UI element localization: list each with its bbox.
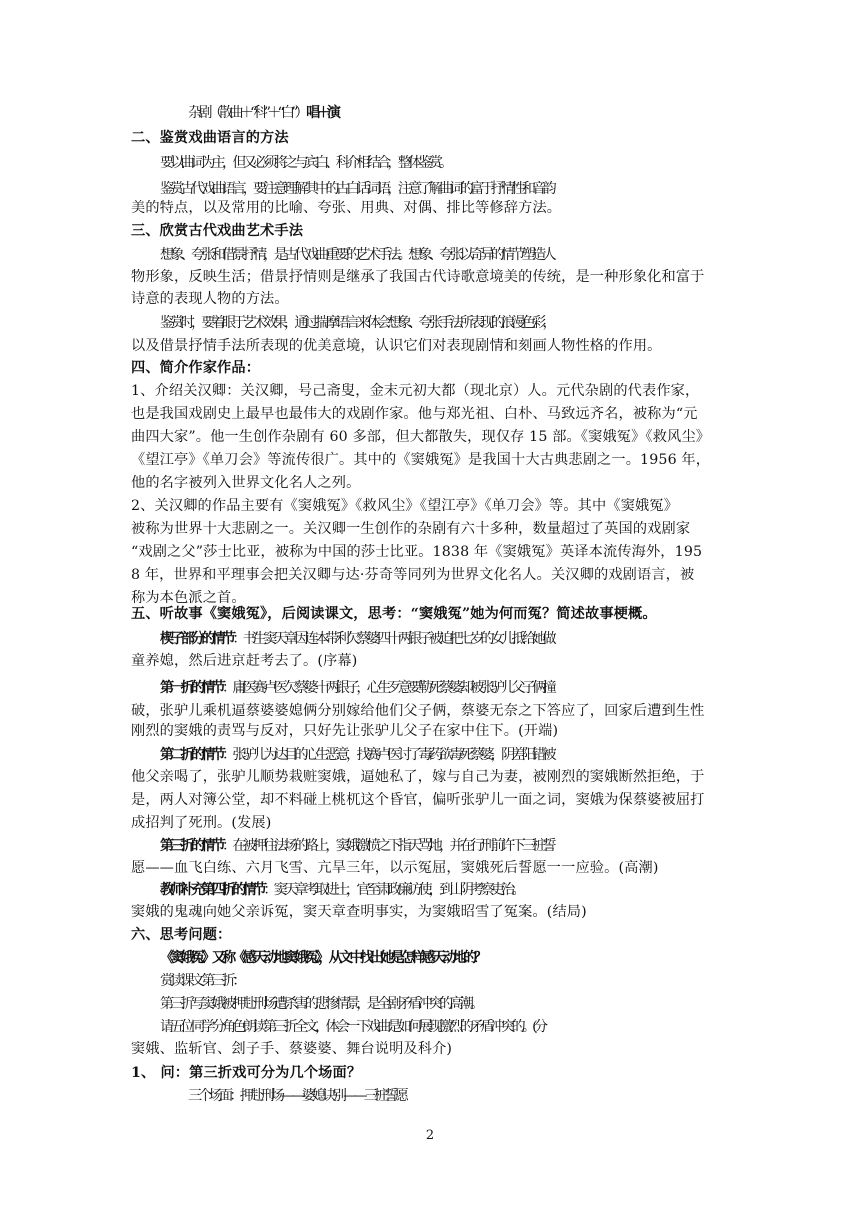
text-span: 杂剧（散曲＋“科”＋“白”） bbox=[188, 105, 305, 121]
text-line: 愿——血飞白练、六月飞雪、亢旱三年，以示冤屈，窦娥死后誓愿一一应验。(高潮) bbox=[131, 860, 659, 876]
text-line: 窦娥、监斩官、刽子手、蔡婆婆、舞台说明及科介) bbox=[131, 1041, 453, 1057]
section-heading: 五、听故事《窦娥冤》，后阅读课文，思考：“窦娥冤”她为何而冤？简述故事梗概。 bbox=[131, 606, 657, 622]
question-line: 《窦娥冤》又称《感天动地窦娥冤》，从文中找出她是怎样感天动地的？ bbox=[160, 950, 484, 966]
text-line: “戏剧之父”莎士比亚，被称为中国的莎士比亚。1838 年《窦娥冤》英译本流传海外，195 bbox=[131, 544, 703, 560]
text-line: 《望江亭》《单刀会》等流传很广。其中的《窦娥冤》是我国十大古典悲剧之一。1956 年， bbox=[131, 452, 711, 468]
text-line: 刚烈的窦娥的责骂与反对，只好先让张驴儿父子在家中住下。(开端) bbox=[131, 723, 559, 739]
text-line: 童养媳，然后进京赶考去了。(序幕) bbox=[131, 653, 358, 669]
section-heading: 二、鉴赏戏曲语言的方法 bbox=[131, 130, 289, 146]
text-line: 以及借景抒情手法所表现的优美意境，认识它们对表现剧情和刻画人物性格的作用。 bbox=[131, 338, 662, 354]
text-line bbox=[188, 104, 788, 123]
text-line: 破，张驴儿乘机逼蔡婆婆媳俩分别嫁给他们父子俩，蔡婆无奈之下答应了，回家后遭到生性 bbox=[131, 703, 705, 719]
text-line: 美的特点，以及常用的比喻、夸张、用典、对偶、排比等修辞方法。 bbox=[131, 200, 562, 216]
text-line: 曲四大家”。他一生创作杂剧有 60 多部，但大都散失，现仅存 15 部。《窦娥冤》《救风尘》 bbox=[131, 429, 711, 445]
text-line: 1、介绍关汉卿：关汉卿，号己斋叟，金末元初大都（现北京）人。元代杂剧的代表作家， bbox=[131, 383, 700, 399]
text-line: 第三折的情节：在被押往法场的路上，窦娥激愤之下指天骂地，并在行刑前许下三桩誓 bbox=[160, 838, 553, 854]
section-heading: 六、思考问题： bbox=[131, 927, 232, 943]
text-line: 2、关汉卿的作品主要有《窦娥冤》《救风尘》《望江亭》《单刀会》等。其中《窦娥冤》 bbox=[131, 498, 679, 514]
text-line: 第三折写窦娥被押赴刑场遭杀害的悲惨情景，是全剧矛盾冲突的高潮。 bbox=[160, 996, 481, 1012]
text-line: 赏读课文第三折： bbox=[160, 973, 243, 989]
text-line: 他父亲喝了，张驴儿顺势栽赃窦娥，逼她私了，嫁与自己为妻，被刚烈的窦娥断然拒绝，于 bbox=[131, 769, 705, 785]
text-line: 请五位同学分角色朗读第三折全文，体会一下戏曲是如何展现激烈的矛盾冲突的。(分 bbox=[160, 1019, 545, 1035]
text-line: 三个场面：押赴刑场——婆媳诀别——三桩誓愿 bbox=[188, 1088, 406, 1104]
text-line: 鉴赏古代戏曲语言，要注意理解其中的古白话词语，注意了解曲词的富于抒情性和音韵 bbox=[160, 181, 553, 197]
text-line: 第一折的情节：庸医赛卢医欠蔡婆十两银子，心生歹意要勒死蔡婆却被张驴儿父子俩撞 bbox=[160, 680, 553, 696]
text-line: 称为本色派之首。 bbox=[131, 590, 246, 606]
text-line: 成招判了死刑。(发展) bbox=[131, 815, 272, 831]
text-line: 8 年，世界和平理事会把关汉卿与达·芬奇等同列为世界文化名人。关汉卿的戏剧语言，被 bbox=[131, 567, 695, 583]
text-line: 是，两人对簿公堂，却不料碰上桃杌这个昏官，偏听张驴儿一面之词，窦娥为保蔡婆被屈打 bbox=[131, 792, 705, 808]
section-heading: 三、欣赏古代戏曲艺术手法 bbox=[131, 223, 304, 239]
text-span-bold: 唱＋演 bbox=[305, 105, 338, 121]
text-line: 想象、夸张和借景抒情，是古代戏曲重要的艺术手法。想象、夸张以奇异的情节塑造人 bbox=[160, 247, 553, 263]
section-heading: 四、简介作家作品： bbox=[131, 360, 261, 376]
text-line: 窦娥的鬼魂向她父亲诉冤，窦天章查明事实，为窦娥昭雪了冤案。(结局) bbox=[131, 904, 587, 920]
text-line: 楔子部分的情节：书生窦天章因连本带利欠蔡婆四十两银子被迫把七岁的女儿抵给她做 bbox=[160, 631, 553, 647]
text-line: 第二折的情节：张驴儿为达目的心生恶意，找赛卢医讨了毒药欲毒死蔡婆，阴差阳错被 bbox=[160, 747, 553, 763]
text-line: 也是我国戏剧史上最早也最伟大的戏剧作家。他与郑光祖、白朴、马致远齐名，被称为“元 bbox=[131, 406, 698, 422]
text-line: 鉴赏时，要着眼于艺术效果，通过揣摩语言来体会想象、夸张手法所表现的浪漫色彩， bbox=[160, 315, 553, 331]
page-number: 2 bbox=[425, 1128, 435, 1143]
text-line: 教师补充第四折的情节：窦天章考取进士，官至肃政廉访使，到山阴考察吏治。 bbox=[160, 882, 522, 898]
text-line: 要以曲词为主，但又必须将之与宾白、科介相结合，整体鉴赏。 bbox=[160, 155, 450, 171]
text-line: 物形象，反映生活；借景抒情则是继承了我国古代诗歌意境美的传统，是一种形象化和富于 bbox=[131, 269, 705, 285]
text-line: 他的名字被列入世界文化名人之列。 bbox=[131, 475, 361, 491]
text-line: 被称为世界十大悲剧之一。关汉卿一生创作的杂剧有六十多种，数量超过了英国的戏剧家 bbox=[131, 521, 691, 537]
question-line: 1、 问：第三折戏可分为几个场面？ bbox=[131, 1065, 362, 1081]
text-line: 诗意的表现人物的方法。 bbox=[131, 291, 289, 307]
